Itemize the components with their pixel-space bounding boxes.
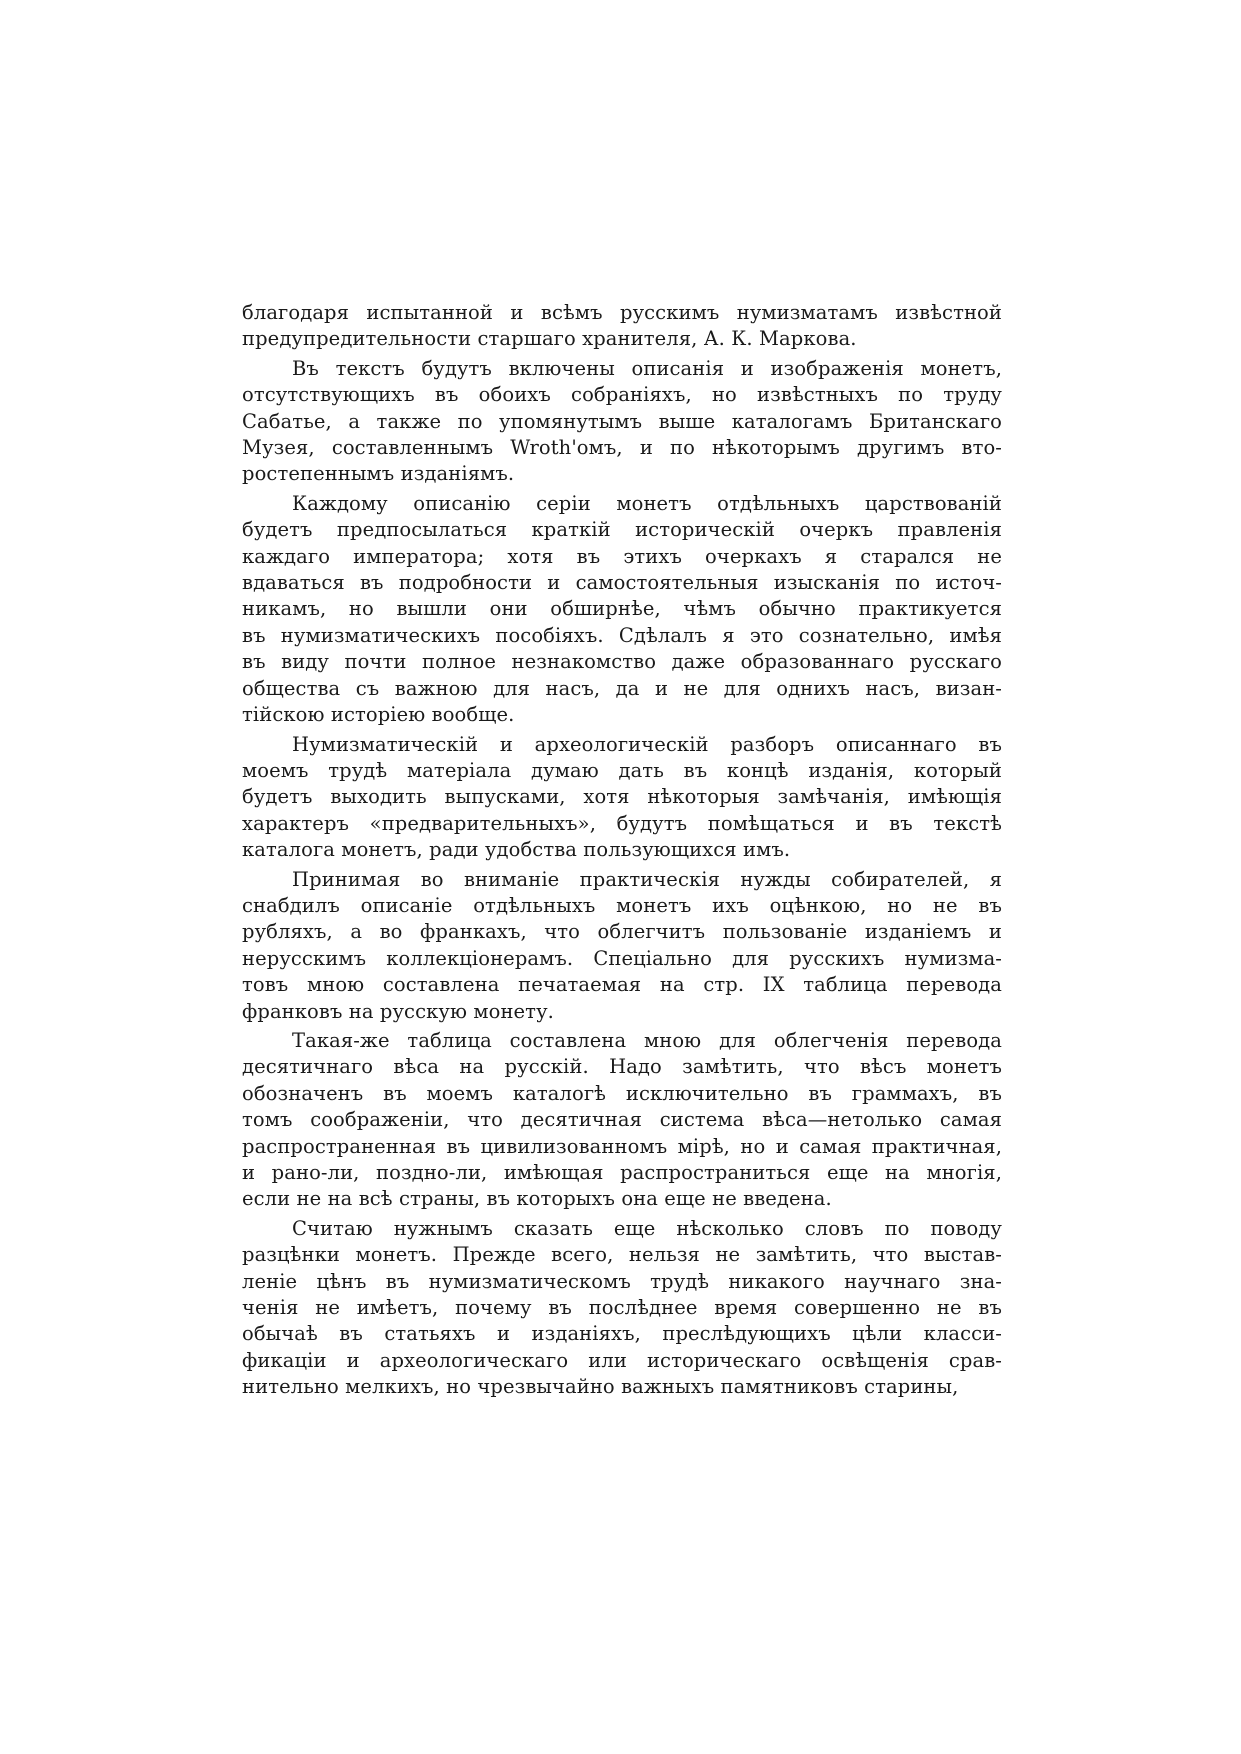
text-line: характеръ «предварительныхъ», будутъ помѣщаться и въ текстѣ bbox=[242, 811, 1002, 835]
text-line: моемъ трудѣ матеріала думаю дать въ концѣ изданія, который bbox=[242, 758, 1002, 782]
text-line: фикаціи и археологическаго или историческаго освѣщенія срав- bbox=[242, 1348, 1002, 1372]
text-line: ченія не имѣетъ, почему въ послѣднее время совершенно не въ bbox=[242, 1296, 1002, 1320]
body-text bbox=[242, 300, 1002, 1401]
text-line: Каждому описанію серіи монетъ отдѣльныхъ царствованій bbox=[292, 491, 1002, 515]
text-line: каждаго императора; хотя въ этихъ очеркахъ я старался не bbox=[242, 544, 1002, 568]
text-line: распространенная въ цивилизованномъ мірѣ, но и самая практичная, bbox=[242, 1134, 1002, 1158]
text-line: никамъ, но вышли они обширнѣе, чѣмъ обычно практикуется bbox=[242, 597, 1002, 621]
text-line: Нумизматическій и археологическій разборъ описаннаго въ bbox=[292, 732, 1002, 756]
text-line: леніе цѣнъ въ нумизматическомъ трудѣ никакого научнаго зна- bbox=[242, 1269, 1002, 1293]
text-line: Въ текстъ будутъ включены описанія и изображенія монетъ, bbox=[292, 356, 1002, 380]
text-line: рубляхъ, а во франкахъ, что облегчитъ пользованіе изданіемъ и bbox=[242, 920, 1002, 944]
text-line: франковъ на русскую монету. bbox=[242, 999, 554, 1023]
text-line: будетъ выходить выпусками, хотя нѣкоторыя замѣчанія, имѣющія bbox=[242, 785, 1002, 809]
text-line: Такая-же таблица составлена мною для облегченія перевода bbox=[292, 1028, 1002, 1052]
text-line: будетъ предпосылаться краткій историческій очеркъ правленія bbox=[242, 518, 1002, 542]
text-line: Считаю нужнымъ сказать еще нѣсколько словъ по поводу bbox=[292, 1216, 1002, 1240]
text-line: товъ мною составлена печатаемая на стр. IX таблица перевода bbox=[242, 973, 1002, 997]
text-line: вдаваться въ подробности и самостоятельныя изысканія по источ- bbox=[242, 571, 1002, 595]
text-line: снабдилъ описаніе отдѣльныхъ монетъ ихъ оцѣнкою, но не въ bbox=[242, 893, 1002, 917]
text-line: каталога монетъ, ради удобства пользующихся имъ. bbox=[242, 838, 791, 862]
text-line: тійскою исторіею вообще. bbox=[242, 703, 515, 727]
text-line: томъ соображеніи, что десятичная система вѣса—нетолько самая bbox=[242, 1108, 1002, 1132]
text-line: въ виду почти полное незнакомство даже образованнаго русскаго bbox=[242, 650, 1002, 674]
paragraph bbox=[242, 300, 1002, 353]
text-line: Сабатье, а также по упомянутымъ выше каталогамъ Британскаго bbox=[242, 409, 1002, 433]
text-line: если не на всѣ страны, въ которыхъ она еще не введена. bbox=[242, 1187, 832, 1211]
text-line: Принимая во вниманіе практическія нужды собирателей, я bbox=[292, 867, 1002, 891]
text-line: Музея, составленнымъ Wroth'омъ, и по нѣкоторымъ другимъ вто- bbox=[242, 436, 1002, 460]
paragraph bbox=[242, 491, 1002, 729]
paragraph bbox=[242, 867, 1002, 1025]
text-line: въ нумизматическихъ пособіяхъ. Сдѣлалъ я это сознательно, имѣя bbox=[242, 623, 1002, 647]
text-line: отсутствующихъ въ обоихъ собраніяхъ, но извѣстныхъ по труду bbox=[242, 383, 1002, 407]
text-line: обычаѣ въ статьяхъ и изданіяхъ, преслѣдующихъ цѣли класси- bbox=[242, 1322, 1002, 1346]
text-line: предупредительности старшаго хранителя, А. К. Маркова. bbox=[242, 327, 857, 351]
text-line: общества съ важною для насъ, да и не для однихъ насъ, визан- bbox=[242, 676, 1002, 700]
paragraph bbox=[242, 732, 1002, 864]
text-line: разцѣнки монетъ. Прежде всего, нельзя не замѣтить, что выстав- bbox=[242, 1243, 1002, 1267]
text-line: обозначенъ въ моемъ каталогѣ исключительно въ граммахъ, въ bbox=[242, 1081, 1002, 1105]
text-line: нерусскимъ коллекціонерамъ. Спеціально для русскихъ нумизма- bbox=[242, 946, 1002, 970]
paragraph bbox=[242, 1028, 1002, 1213]
text-line: нительно мелкихъ, но чрезвычайно важныхъ памятниковъ старины, bbox=[242, 1375, 959, 1399]
text-line: ростепеннымъ изданіямъ. bbox=[242, 462, 515, 486]
paragraph bbox=[242, 1216, 1002, 1401]
text-line: благодаря испытанной и всѣмъ русскимъ нумизматамъ извѣстной bbox=[242, 301, 1002, 324]
paragraph bbox=[242, 356, 1002, 488]
text-line: и рано-ли, поздно-ли, имѣющая распространиться еще на многія, bbox=[242, 1161, 1002, 1184]
text-line: десятичнаго вѣса на русскій. Надо замѣтить, что вѣсъ монетъ bbox=[242, 1055, 1002, 1079]
